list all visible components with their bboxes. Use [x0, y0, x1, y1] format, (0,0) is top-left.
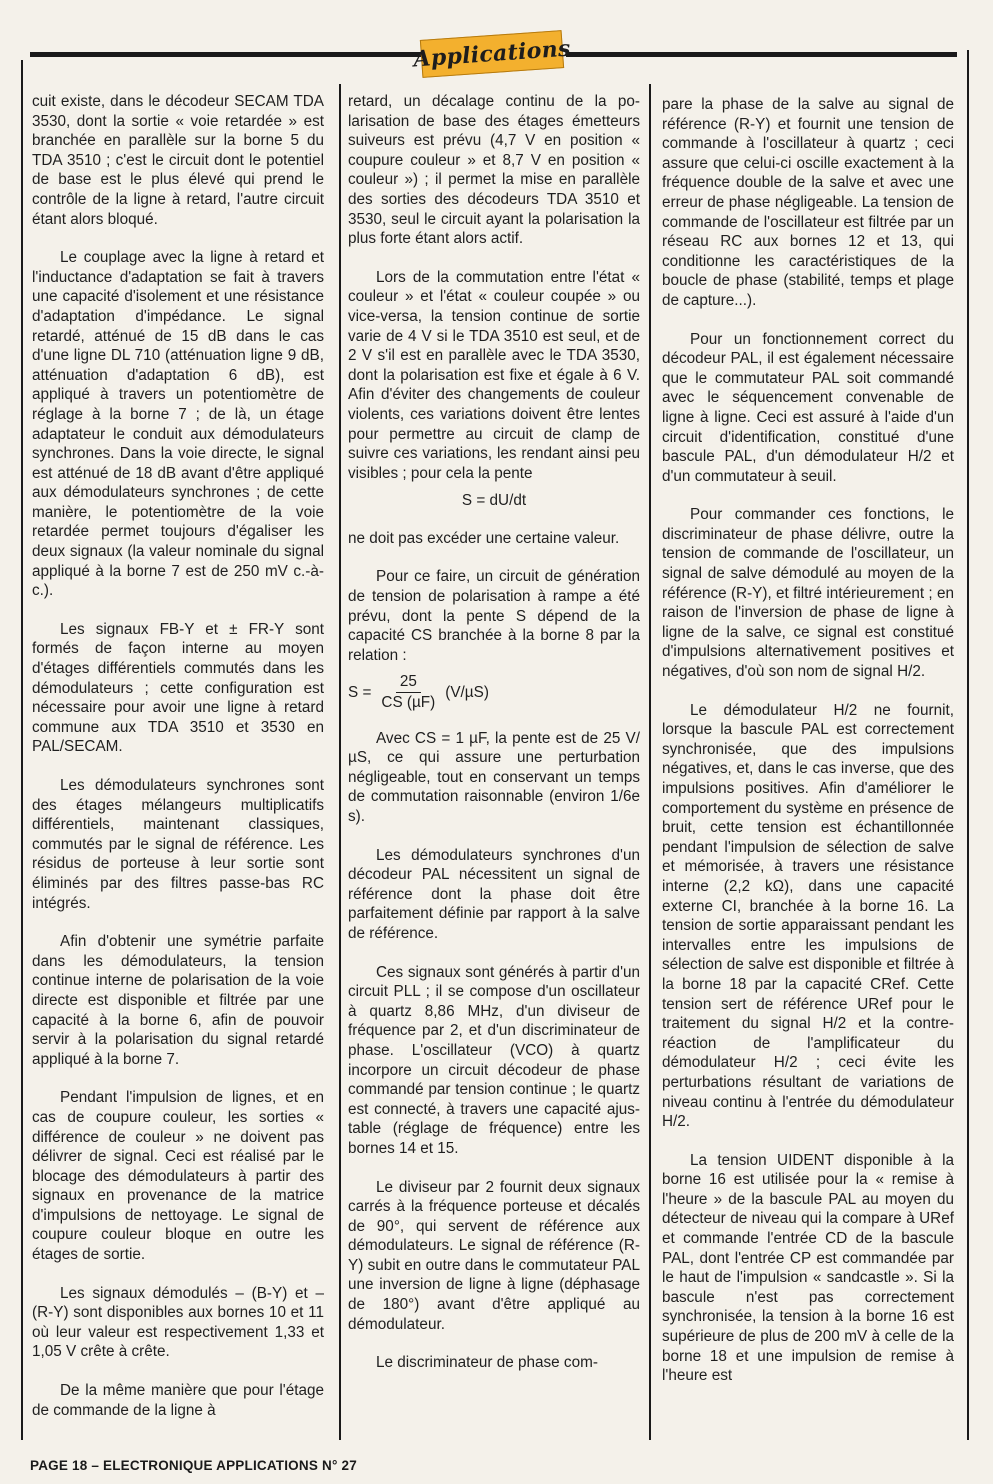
paragraph: Afin d'obtenir une symétrie parfaite dans les démodulateurs, la tension continue interne de polarisation de la voie directe est disponible et filtrée par une capacité à la borne 6, afin de pouvoir servir à la polarisation du signal retardé appliqué à la borne 7.: [32, 933, 324, 1068]
column-3: [662, 95, 954, 1441]
paragraph: Les signaux FB-Y et ± FR-Y sont formés de façon interne au moyen d'étages différentiels commutés dans les démodulateurs ; cette configuration est nécessaire pour avoir une ligne à retard commune aux TDA 3510 et 3530 en PAL/SECAM.: [32, 620, 324, 756]
column-1: [32, 92, 324, 1438]
section-tag-label: Applications: [412, 35, 572, 73]
column-rule-1: [339, 84, 341, 1440]
paragraph: Lors de la commutation entre l'état « couleur » et l'état « couleur coupée » ou vice-versa, la tension continue de sortie varie de 4 V si le TDA 3510 est seul, et de 2 V s'il est en parallèle avec le TDA 3530, dont la polarisation est fixe et égale à 6 V. Afin d'éviter des changements de couleur violents, ces variations doivent être lentes pour permettre au circuit de clamp de suivre ces variations, les rendant ainsi peu visibles ; pour cela la pente: [348, 268, 640, 482]
column-rule-right: [967, 50, 969, 1440]
paragraph: ne doit pas excéder une certaine valeur.: [348, 529, 620, 547]
paragraph: Pour un fonctionnement correct du décodeur PAL, il est également nécessaire que le commutateur PAL soit commandé avec le séquencement convenable de ligne à ligne. Ceci est assuré à l'aide d'un circuit d'identification, constitué d'une bascule PAL, d'un démodulateur H/2 et d'un commutateur à seuil.: [662, 330, 954, 485]
paragraph: Les signaux démodulés – (B-Y) et – (R-Y) sont disponibles aux bornes 10 et 11 où leur valeur est respectivement 1,33 et 1,05 V crête à crête.: [32, 1284, 324, 1361]
page-footer: PAGE 18 – ELECTRONIQUE APPLICATIONS N° 27: [30, 1458, 357, 1473]
section-tag: [412, 30, 572, 78]
paragraph: La tension UIDENT disponible à la borne 16 est utilisée pour la « remise à l'heure » de la bascule PAL au moyen du détecteur de niveau qui la compare à URef et commande l'entrée CD de la bascule PAL, dont l'entrée CP est commandée par le haut de l'impulsion « sandcastle ». Si la bascule n'est pas correctement synchronisée, la tension à la borne 16 est supérieure de plus de 200 mV à celle de la borne 18 et une impulsion de remise à l'heure est: [662, 1151, 954, 1385]
paragraph: Le couplage avec la ligne à retard et l'inductance d'adaptation se fait à travers une capacité d'isolement et une résistance d'adaptation d'impédance. Le signal retardé, atténué de 15 dB dans le cas d'une ligne DL 710 (atténuation ligne 9 dB, atténuation d'adaptation 6 dB), est appliqué à travers un potentiomètre de réglage à la borne 7 ; de là, un étage adaptateur le conduit aux démodulateurs synchrones. Dans la voie directe, le signal est atténué de 18 dB avant d'être appliqué aux démodulateurs synchrones ; de cette manière, le potentiomètre de la voie retardée permet toujours d'égaliser les deux signaux (la valeur nominale du signal appliqué à la borne 7 est de 250 mV c.-à-c.).: [32, 249, 324, 600]
paragraph: Le démodulateur H/2 ne fournit, lorsque la bascule PAL est correctement synchronisée, que des impulsions négatives, et, dans le cas inverse, que des impulsions positives. Afin d'améliorer le comportement du système en présence de bruit, cette tension est échantillonnée pendant l'impulsion de sélection de salve et mémorisée, à travers une résistance interne (2,2 kΩ), dans une capacité externe CI, branchée à la borne 16. La tension de sortie apparaissant pendant les intervalles entre les impulsions de sélection de salve est disponible et filtrée à la borne 18 par la capacité CRef. Cette tension sert de référence URef pour le traitement du signal H/2 et la contre-réaction de l'amplificateur du démodulateur H/2 ; ceci évite les perturbations résultant de variations de niveau continu à l'entrée du démodulateur H/2.: [662, 701, 954, 1131]
column-rule-left: [21, 60, 23, 1440]
formula-unit: (V/µS): [445, 683, 489, 701]
formula-capacitance: [348, 672, 640, 712]
formula-slope: S = dU/dt: [461, 492, 527, 510]
paragraph: Le diviseur par 2 fournit deux signaux carrés à la fréquence porteuse et décalés de 90°, qui servent de référence aux démodulateurs. Le signal de référence (R-Y) subit en outre dans le commutateur PAL une inversion de ligne à ligne (déphasage de 180°) avant d'être appliqué au démodulateur.: [348, 1178, 640, 1333]
paragraph: Pendant l'impulsion de lignes, et en cas de coupure couleur, les sorties « différence de couleur » ne doivent pas délivrer de signal. Ceci est réalisé par le blocage des démodulateurs à partir des signaux en provenance de la matrice d'impulsions de nettoyage. Le signal de coupure couleur bloque en outre les étages de sortie.: [32, 1089, 324, 1264]
formula-lhs: S =: [348, 683, 372, 701]
paragraph: Ces signaux sont générés à partir d'un circuit PLL ; il se compose d'un oscillateur à quartz 8,86 MHz, d'un diviseur de fréquence par 2, et d'un discriminateur de phase. L'oscillateur (VCO) à quartz incorpore un circuit décodeur de phase commandé par tension continue ; le quartz est connecté, à travers une capacité ajustable (réglage de fréquence) entre les bornes 14 et 15.: [348, 963, 640, 1157]
fraction-numerator: 25: [396, 672, 421, 693]
paragraph: cuit existe, dans le décodeur SECAM TDA 3530, dont la sortie « voie retardée » est branchée en parallèle sur la borne 5 du TDA 3510 ; c'est le circuit dont le potentiel de base est le plus élevé qui prend le contrôle de la ligne à retard, l'autre circuit étant alors bloqué.: [32, 93, 324, 228]
paragraph: pare la phase de la salve au signal de référence (R-Y) et fournit une tension de commande à l'oscillateur à quartz ; ceci assure que celui-ci oscille exactement à la fréquence double de la salve et avec une erreur de phase négligeable. La tension de commande de l'oscillateur est filtrée par un réseau RC aux bornes 12 et 13, qui conditionne les caractéristiques de la boucle de phase (stabilité, temps et plage de capture...).: [662, 96, 954, 309]
paragraph: Pour commander ces fonctions, le discriminateur de phase délivre, outre la tension de commande de l'oscillateur, un signal de salve démodulé au moyen de la référence (R-Y), et filtré intérieurement ; en raison de l'inversion de phase de ligne à ligne de la salve, ce signal est constitué d'impulsions alternativement positives et négatives, d'où son nom de signal H/2.: [662, 506, 954, 681]
paragraph: Les démodulateurs synchrones d'un décodeur PAL nécessitent un signal de référence dont la phase doit être parfaitement définie par rapport à la salve de référence.: [348, 846, 640, 942]
paragraph: Avec CS = 1 µF, la pente est de 25 V/µS, ce qui assure une perturbation négligeable, tout en conservant un temps de commutation raisonnable (environ 1/6e s).: [348, 729, 640, 825]
paragraph: De la même manière que pour l'étage de commande de la ligne à: [32, 1382, 324, 1419]
paragraph: retard, un décalage continu de la polarisation de base des étages émetteurs suiveurs est prévu (4,7 V en position « coupure couleur » et 8,7 V en position « couleur ») ; il permet la mise en parallèle des sorties des décodeurs TDA 3510 et 3530, seul le circuit ayant la polarisation la plus forte étant alors actif.: [348, 93, 640, 248]
paragraph: Le discriminateur de phase com-: [376, 1354, 598, 1372]
fraction: [377, 672, 439, 712]
column-2: [348, 92, 640, 1438]
paragraph: Les démodulateurs synchrones sont des étages mélangeurs multiplicatifs différentiels, maintenant classiques, commutés par le signal de référence. Les résidus de porteuse à leur sortie sont éliminés par des filtres passe-bas RC intégrés.: [32, 777, 324, 912]
fraction-denominator: CS (µF): [381, 694, 436, 712]
column-rule-2: [649, 84, 651, 1440]
paragraph: Pour ce faire, un circuit de génération de tension de polarisation à rampe a été prévu, dont la pente S dépend de la capacité CS branchée à la borne 8 par la relation :: [348, 568, 640, 664]
header-rule-left: [30, 52, 422, 57]
header-rule-right: [566, 52, 957, 57]
